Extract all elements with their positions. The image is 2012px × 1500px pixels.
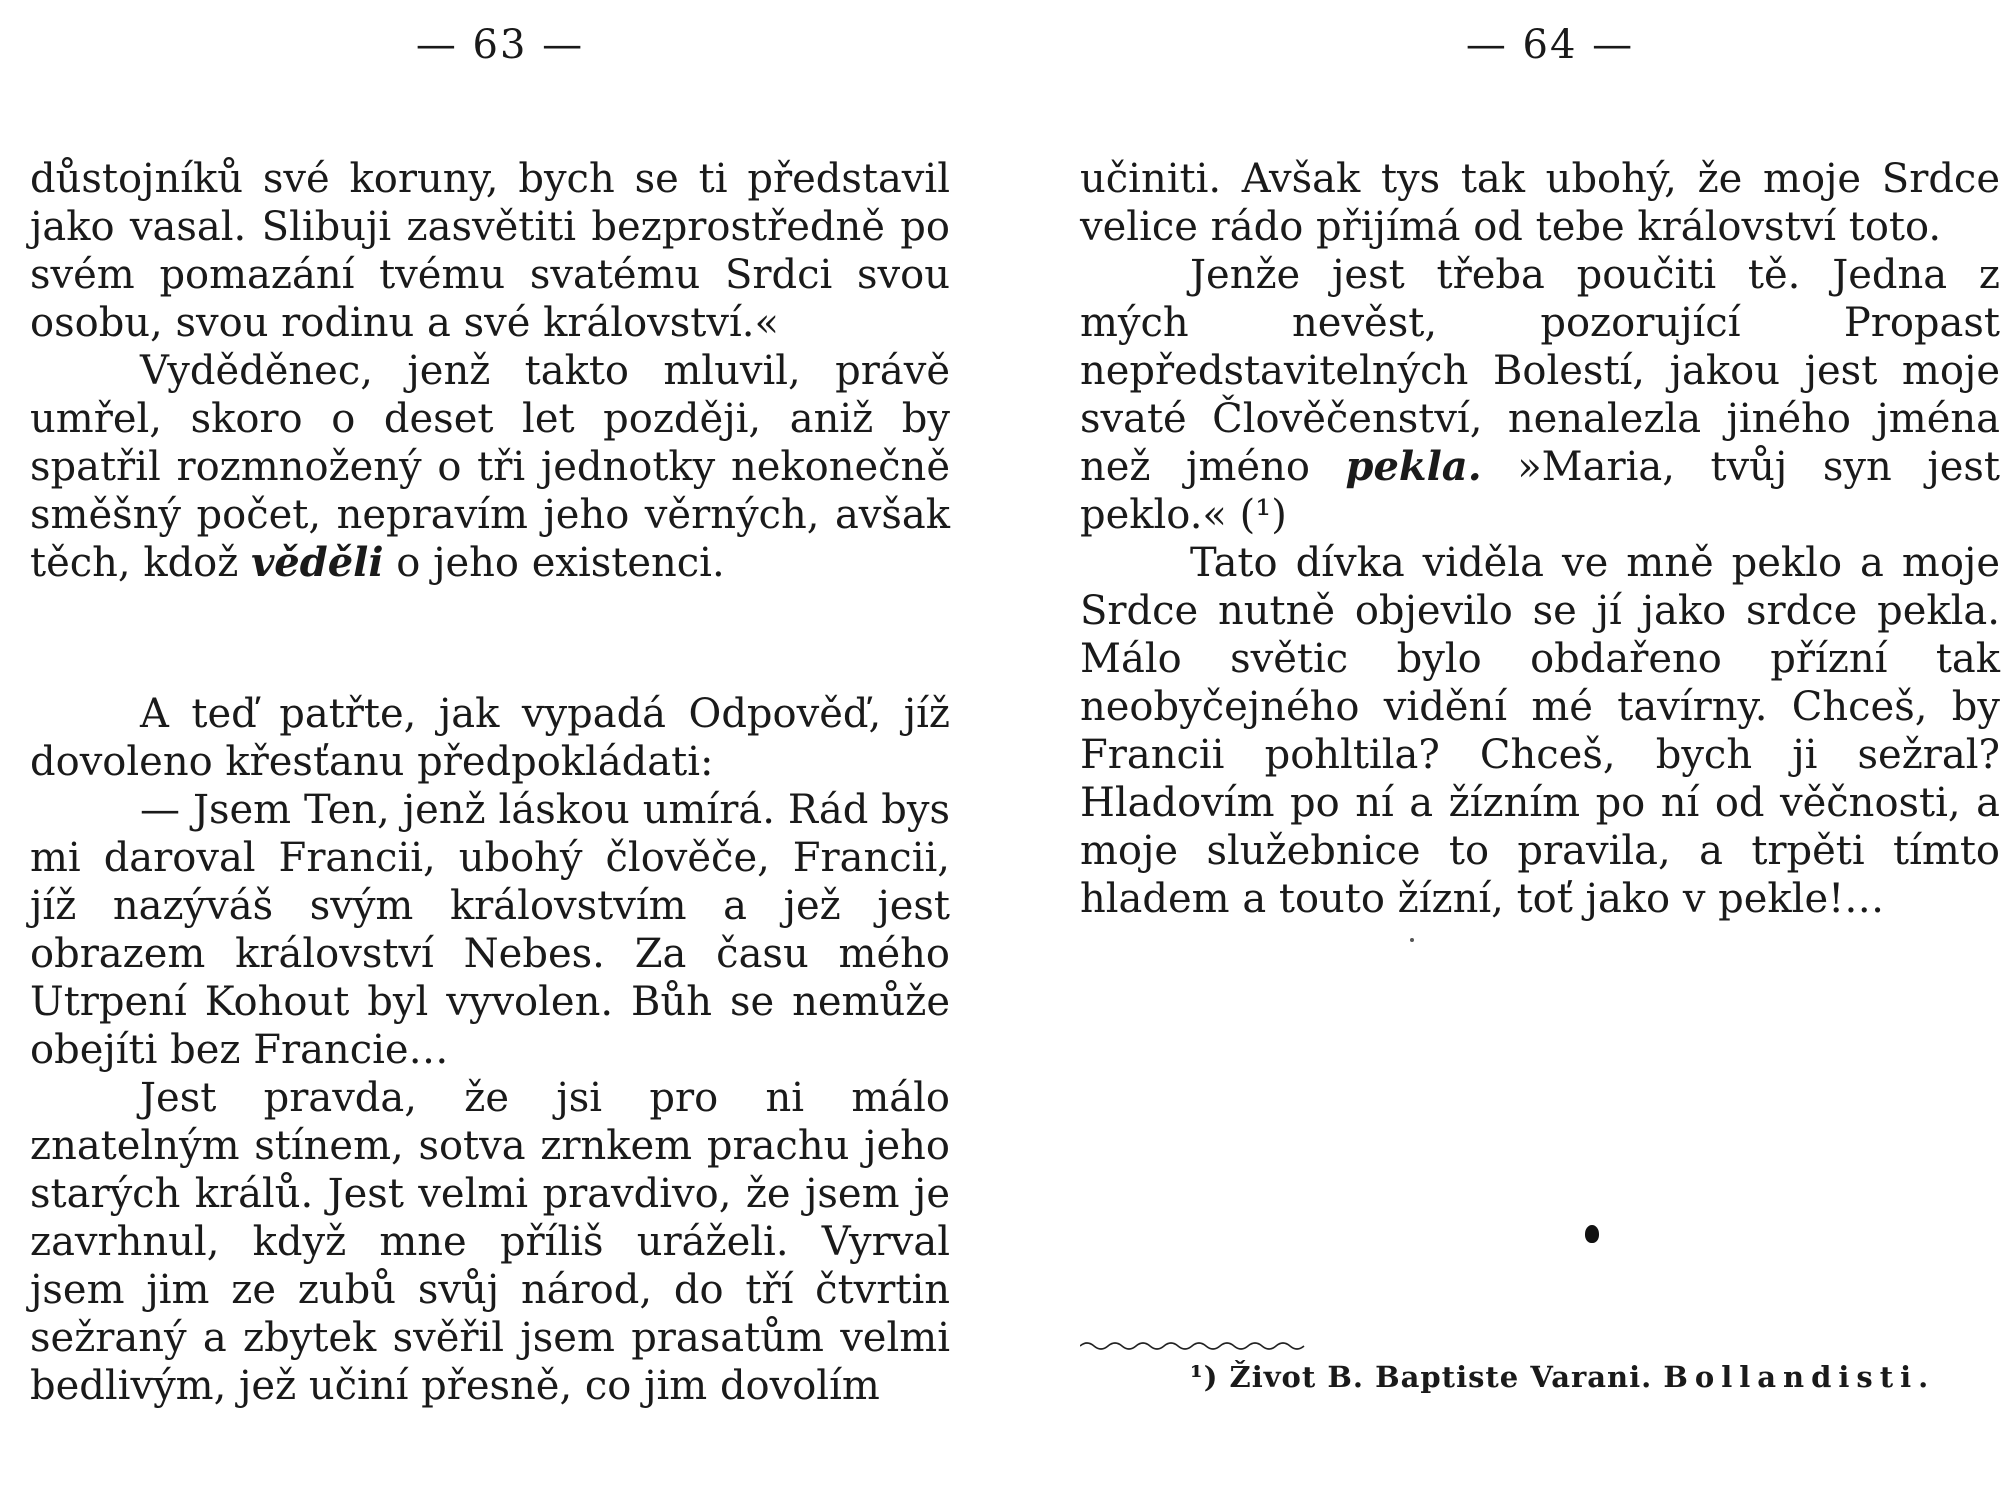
right-paragraph-1: učiniti. Avšak tys tak ubohý, že moje Srdce velice rádo přijímá od tebe království toto. (1080, 156, 2000, 250)
left-paragraph-3: A teď patřte, jak vypadá Odpověď, jíž dovoleno křesťanu předpokládati: (30, 691, 950, 785)
footnote: ¹) Život B. Baptiste Varani. Bollandisti. (1190, 1360, 1936, 1394)
right-paragraph-3: Tato dívka viděla ve mně peklo a moje Srdce nutně objevilo se jí jako srdce pekla. Málo světic bylo obdařeno přízní tak neobyčejného vidění mé tavírny. Chceš, by Francii pohltila? Chceš, bych ji sežral? Hladovím po ní a žízním po ní od věčnosti, a moje služebnice to pravila, a trpěti tímto hladem a touto žízní, toť jako v pekle!… (1080, 540, 2000, 922)
stray-dot-mark (1410, 938, 1414, 942)
footnote-source: Bollandisti. (1663, 1360, 1936, 1394)
ink-blot-mark (1585, 1225, 1599, 1243)
left-paragraph-1: důstojníků své koruny, bych se ti představil jako vasal. Slibuji zasvětiti bezprostředně po svém pomazání tvému svatému Srdci svou osobu, svou rodinu a své království.« (30, 156, 950, 346)
left-text-block-bottom (30, 690, 950, 1410)
right-page (1080, 0, 2012, 1500)
page-number-right: — 64 — (1465, 22, 1635, 68)
left-page (30, 0, 970, 1500)
page-number-left: — 63 — (415, 22, 585, 68)
footnote-rule (1080, 1340, 1310, 1350)
left-paragraph-5: Jest pravda, že jsi pro ni málo znatelným stínem, sotva zrnkem prachu jeho starých králů. Jest velmi pravdivo, že jsem je zavrhnul, když mne příliš uráželi. Vyrval jsem jim ze zubů svůj národ, do tří čtvrtin sežraný a zbytek svěřil jsem prasatům velmi bedlivým, jež učiní přesně, co jim dovolím (30, 1075, 950, 1409)
left-paragraph-4: — Jsem Ten, jenž láskou umírá. Rád bys mi daroval Francii, ubohý člověče, Francii, jíž nazýváš svým královstvím a jež jest obrazem království Nebes. Za času mého Utrpení Kohout byl vyvolen. Bůh se nemůže obejíti bez Francie… (30, 787, 950, 1073)
right-text-block (1080, 155, 2000, 923)
left-text-block-top (30, 155, 950, 587)
emphasis-pekla: pekla. (1345, 443, 1482, 490)
left-paragraph-2: Vyděděnec, jenž takto mluvil, právě umřel, skoro o deset let později, aniž by spatřil rozmnožený o tři jednotky nekonečně směšný počet, nepravím jeho věrných, avšak těch, kdož věděli o jeho existenci. (30, 348, 950, 586)
right-paragraph-2: Jenže jest třeba poučiti tě. Jedna z mých nevěst, pozorující Propast nepředstavitelných Bolestí, jakou jest moje svaté Člověčenství, nenalezla jiného jména než jméno pekla. »Maria, tvůj syn jest peklo.« (¹) (1080, 252, 2000, 538)
emphasis-vedeli: věděli (251, 539, 384, 586)
